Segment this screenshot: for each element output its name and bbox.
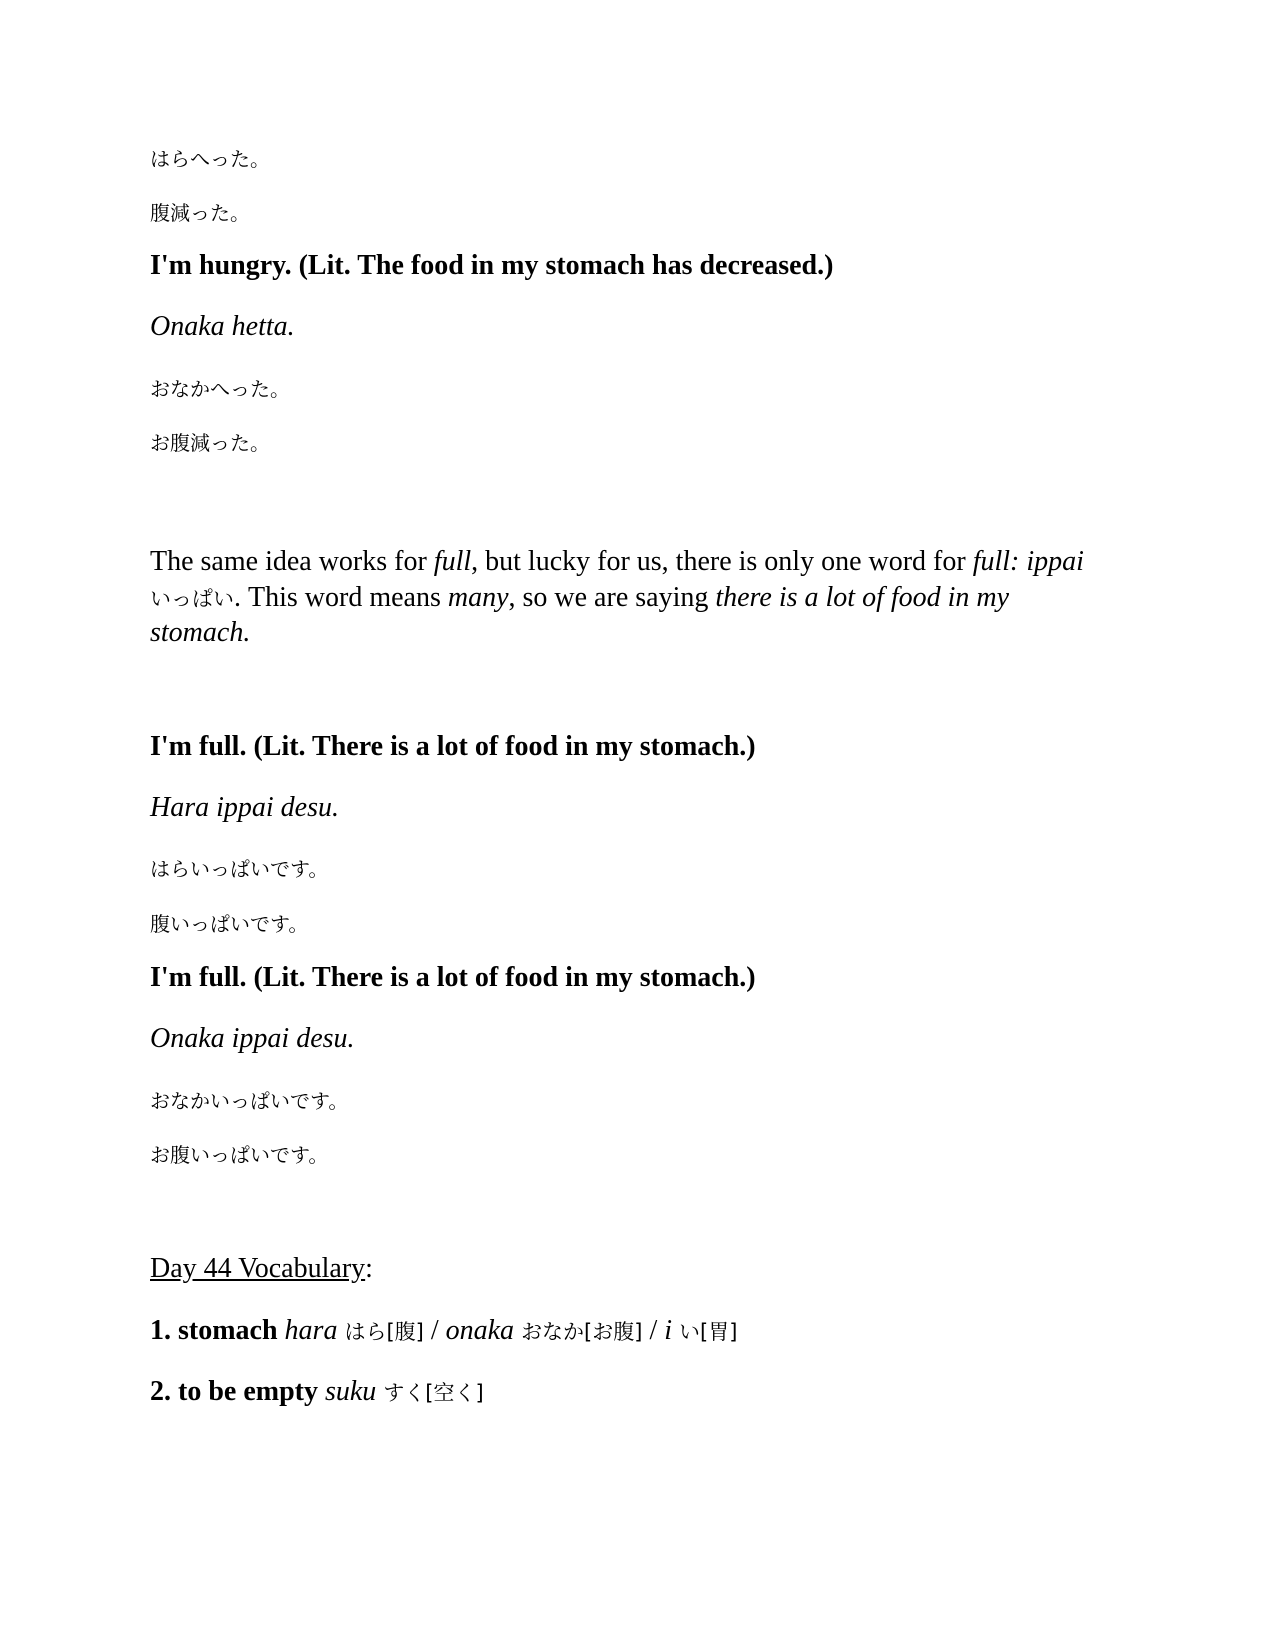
vocab-1-romaji-onaka: onaka [445,1315,515,1346]
vocab-1-kana-hara: はら[腹] [344,1320,424,1344]
para-ippai-kana: いっぱい [150,586,234,611]
para-full-ippai: full: ippai [972,546,1084,577]
full-onaka-kana: おなかいっぱいです。 [150,1089,349,1113]
vocabulary-title-colon: : [365,1253,373,1284]
para-text-2: , but lucky for us, there is only one word for [471,546,973,577]
vocab-1-romaji-hara: hara [284,1315,338,1346]
hungry-kana: おなかへった。 [150,377,290,401]
vocab-1-kana-i: い[胃] [679,1320,738,1344]
full-hara-kanji: 腹いっぱいです。 [150,912,309,936]
hara-hetta-kana: はらへった。 [150,147,270,171]
vocab-item-2 [150,1376,484,1408]
para-text-4: , so we are saying [508,581,716,613]
para-lot-of-food: there is a lot of food in my stomach. [150,581,1010,648]
hungry-romaji: Onaka hetta. [150,311,295,342]
full-hara-romaji: Hara ippai desu. [150,792,339,823]
para-full: full [433,546,472,577]
full-onaka-heading: I'm full. (Lit. There is a lot of food in my stomach.) [150,962,756,993]
vocab-1-kana-onaka: おなか[お腹] [521,1320,643,1344]
vocab-1-sep-2: / [642,1315,665,1346]
vocabulary-title-text: Day 44 Vocabulary [150,1253,366,1284]
vocab-2-kana-suku: すく[空く] [383,1381,484,1405]
vocabulary-title [150,1253,373,1285]
vocab-1-sep-1: / [423,1315,446,1346]
hungry-heading: I'm hungry. (Lit. The food in my stomach has decreased.) [150,250,834,281]
vocab-1-word: 1. stomach [150,1315,278,1346]
vocab-2-word: 2. to be empty [150,1376,318,1407]
hara-hetta-kanji: 腹減った。 [150,201,250,225]
full-onaka-romaji: Onaka ippai desu. [150,1023,355,1054]
vocab-2-romaji-suku: suku [324,1376,377,1407]
full-hara-heading: I'm full. (Lit. There is a lot of food in my stomach.) [150,731,756,762]
vocab-item-1 [150,1315,737,1347]
para-text-1: The same idea works for [150,546,434,577]
full-hara-kana: はらいっぱいです。 [150,857,329,881]
explanation-paragraph [150,545,1110,651]
para-text-3: . This word means [234,581,448,613]
full-onaka-kanji: お腹いっぱいです。 [150,1143,329,1167]
vocab-1-romaji-i: i [664,1315,673,1346]
hungry-kanji: お腹減った。 [150,431,270,455]
para-many: many [447,581,509,613]
